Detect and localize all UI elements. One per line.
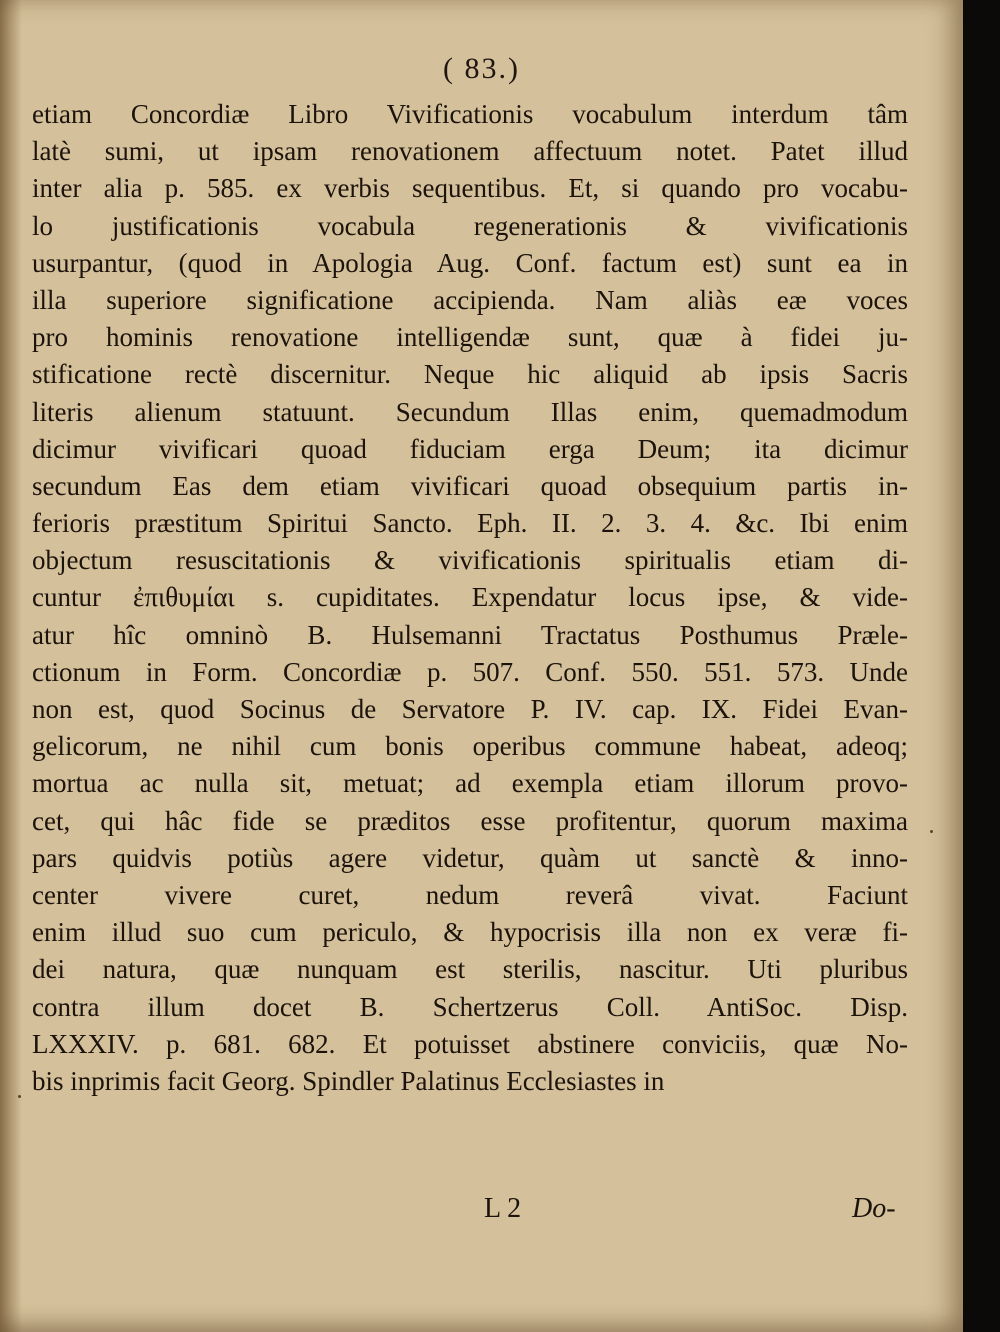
page-footer <box>0 1193 963 1233</box>
text-line: bis inprimis facit Georg. Spindler Palatinus Ecclesiastes in <box>32 1065 665 1096</box>
text-line: dei natura, quæ nunquam est sterilis, nascitur. Uti pluribus <box>32 954 908 985</box>
page-number: ( 83.) <box>443 52 520 85</box>
text-line: inter alia p. 585. ex verbis sequentibus. Et, si quando pro vocabu- <box>32 173 908 204</box>
gutter-shadow <box>0 0 22 1332</box>
body-text <box>32 96 908 1100</box>
text-line: pars quidvis potiùs agere videtur, quàm ut sanctè & inno- <box>32 842 908 873</box>
text-line: secundum Eas dem etiam vivificari quoad obsequium partis in- <box>32 470 908 501</box>
text-line: stificatione rectè discernitur. Neque hic aliquid ab ipsis Sacris <box>32 359 908 390</box>
catchword: Do- <box>852 1193 896 1224</box>
text-line: usurpantur, (quod in Apologia Aug. Conf. factum est) sunt ea in <box>32 247 908 278</box>
text-line: enim illud suo cum periculo, & hypocrisis illa non ex veræ fi- <box>32 917 908 948</box>
signature-mark: L 2 <box>484 1193 522 1224</box>
text-line: gelicorum, ne nihil cum bonis operibus commune habeat, adeoq; <box>32 731 908 762</box>
text-line: non est, quod Socinus de Servatore P. IV. cap. IX. Fidei Evan- <box>32 694 908 724</box>
text-line: etiam Concordiæ Libro Vivificationis vocabulum interdum tâm <box>32 99 908 129</box>
text-line: cet, qui hâc fide se præditos esse profitentur, quorum maxima <box>32 805 908 836</box>
text-line: atur hîc omninò B. Hulsemanni Tractatus Posthumus Præle- <box>32 619 908 650</box>
text-line: dicimur vivificari quoad fiduciam erga Deum; ita dicimur <box>32 433 908 464</box>
text-line: illa superiore significatione accipienda. Nam aliàs eæ voces <box>32 284 908 315</box>
text-line: literis alienum statuunt. Secundum Illas enim, quemadmodum <box>32 396 908 427</box>
text-line: contra illum docet B. Schertzerus Coll. AntiSoc. Disp. <box>32 991 908 1022</box>
text-line: ctionum in Form. Concordiæ p. 507. Conf. 550. 551. 573. Unde <box>32 656 908 687</box>
text-line: center vivere curet, nedum reverâ vivat. Faciunt <box>32 879 908 910</box>
text-line: ferioris præstitum Spiritui Sancto. Eph. II. 2. 3. 4. &c. Ibi enim <box>32 508 908 539</box>
text-line: lo justificationis vocabula regenerationis & vivificationis <box>32 210 908 241</box>
text-line: latè sumi, ut ipsam renovationem affectuum notet. Patet illud <box>32 136 908 167</box>
paper-speck <box>18 1095 21 1098</box>
text-line: objectum resuscitationis & vivificationis spiritualis etiam di- <box>32 545 908 576</box>
text-line: mortua ac nulla sit, metuat; ad exempla etiam illorum provo- <box>32 768 908 799</box>
text-line: pro hominis renovatione intelligendæ sunt, quæ à fidei ju- <box>32 322 908 353</box>
paper-speck <box>930 830 933 833</box>
text-line: LXXXIV. p. 681. 682. Et potuisset abstinere conviciis, quæ No- <box>32 1028 908 1059</box>
text-line: cuntur ἐπιθυμίαι s. cupiditates. Expendatur locus ipse, & vide- <box>32 582 908 613</box>
